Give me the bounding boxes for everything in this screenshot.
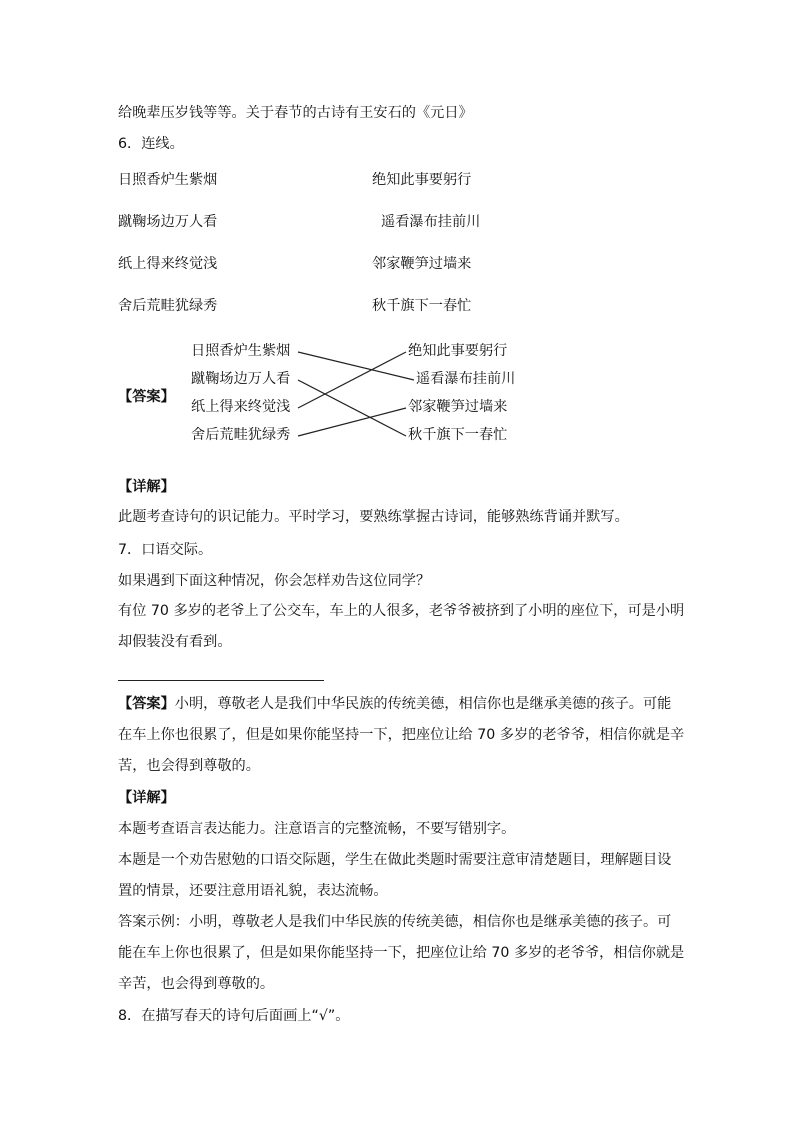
q6-answer-tag: 【答案】	[118, 389, 175, 405]
intro-line: 给晚辈压岁钱等等。关于春节的古诗有王安石的《元日》	[118, 105, 473, 121]
q7-answer-text-1: 小明，尊敬老人是我们中华民族的传统美德，相信你也是继承美德的孩子。可能	[174, 696, 672, 712]
q7-scenario-line-1: 有位 70 多岁的老爷上了公交车，车上的人很多，老爷爷被挤到了小明的座位下，可是小明	[118, 603, 685, 619]
q6-title: 6．连线。	[118, 136, 184, 152]
q6-detail-text: 此题考查诗句的识记能力。平时学习，要熟练掌握古诗词，能够熟练背诵并默写。	[118, 509, 629, 525]
answer-right-item-2: 遥看瀑布挂前川	[416, 371, 516, 387]
answer-left-item-2: 蹴鞠场边万人看	[191, 371, 291, 387]
q7-example-line-1: 答案示例：小明，尊敬老人是我们中华民族的传统美德，相信你也是继承美德的孩子。可	[118, 914, 672, 930]
q6-left-item-2: 蹴鞠场边万人看	[118, 214, 218, 230]
answer-left-item-3: 纸上得来终觉浅	[191, 399, 291, 415]
q7-answer-line-3: 苦，也会得到尊敬的。	[118, 758, 260, 774]
q6-left-item-1: 日照香炉生紫烟	[118, 172, 218, 188]
answer-left-item-4: 舍后荒畦犹绿秀	[191, 427, 291, 443]
q7-scenario-line-2: 却假装没有看到。	[118, 634, 232, 650]
q7-detail-line-3: 置的情景，还要注意用语礼貌，表达流畅。	[118, 883, 388, 899]
q7-prompt: 如果遇到下面这种情况，你会怎样劝告这位同学？	[118, 573, 431, 589]
q7-answer-line-2: 在车上你也很累了，但是如果你能坚持一下，把座位让给 70 多岁的老爷爷，相信你就是辛	[118, 727, 685, 743]
q7-title: 7．口语交际。	[118, 542, 213, 558]
answer-right-item-3: 邻家鞭笋过墙来	[408, 399, 508, 415]
q6-right-item-4: 秋千旗下一春忙	[372, 298, 472, 314]
q6-left-item-3: 纸上得来终觉浅	[118, 256, 218, 272]
q7-answer-line-1	[118, 694, 671, 714]
q7-detail-line-2: 本题是一个劝告慰勉的口语交际题，学生在做此类题时需要注意审清楚题目，理解题目设	[118, 852, 672, 868]
answer-blank-line	[118, 680, 324, 681]
match-line-4	[298, 408, 406, 436]
q7-example-line-2: 能在车上你也很累了，但是如果你能坚持一下，把座位让给 70 多岁的老爷爷，相信你就是	[118, 945, 685, 961]
match-line-3	[298, 352, 406, 408]
q7-detail-line-1: 本题考查语言表达能力。注意语言的完整流畅，不要写错别字。	[118, 821, 516, 837]
q7-answer-tag: 【答案】	[118, 696, 175, 712]
q6-left-item-4: 舍后荒畦犹绿秀	[118, 298, 218, 314]
answer-right-item-4: 秋千旗下一春忙	[408, 427, 508, 443]
q6-right-item-2: 遥看瀑布挂前川	[381, 214, 481, 230]
q7-detail-tag: 【详解】	[118, 790, 175, 806]
answer-right-item-1: 绝知此事要躬行	[408, 343, 508, 359]
match-line-2	[298, 380, 406, 436]
q6-detail-tag: 【详解】	[118, 479, 175, 495]
answer-left-item-1: 日照香炉生紫烟	[191, 343, 291, 359]
q6-right-item-3: 邻家鞭笋过墙来	[372, 256, 472, 272]
q6-right-item-1: 绝知此事要躬行	[372, 172, 472, 188]
q8-title: 8．在描写春天的诗句后面画上“√”。	[118, 1008, 350, 1024]
q7-example-line-3: 辛苦，也会得到尊敬的。	[118, 976, 275, 992]
